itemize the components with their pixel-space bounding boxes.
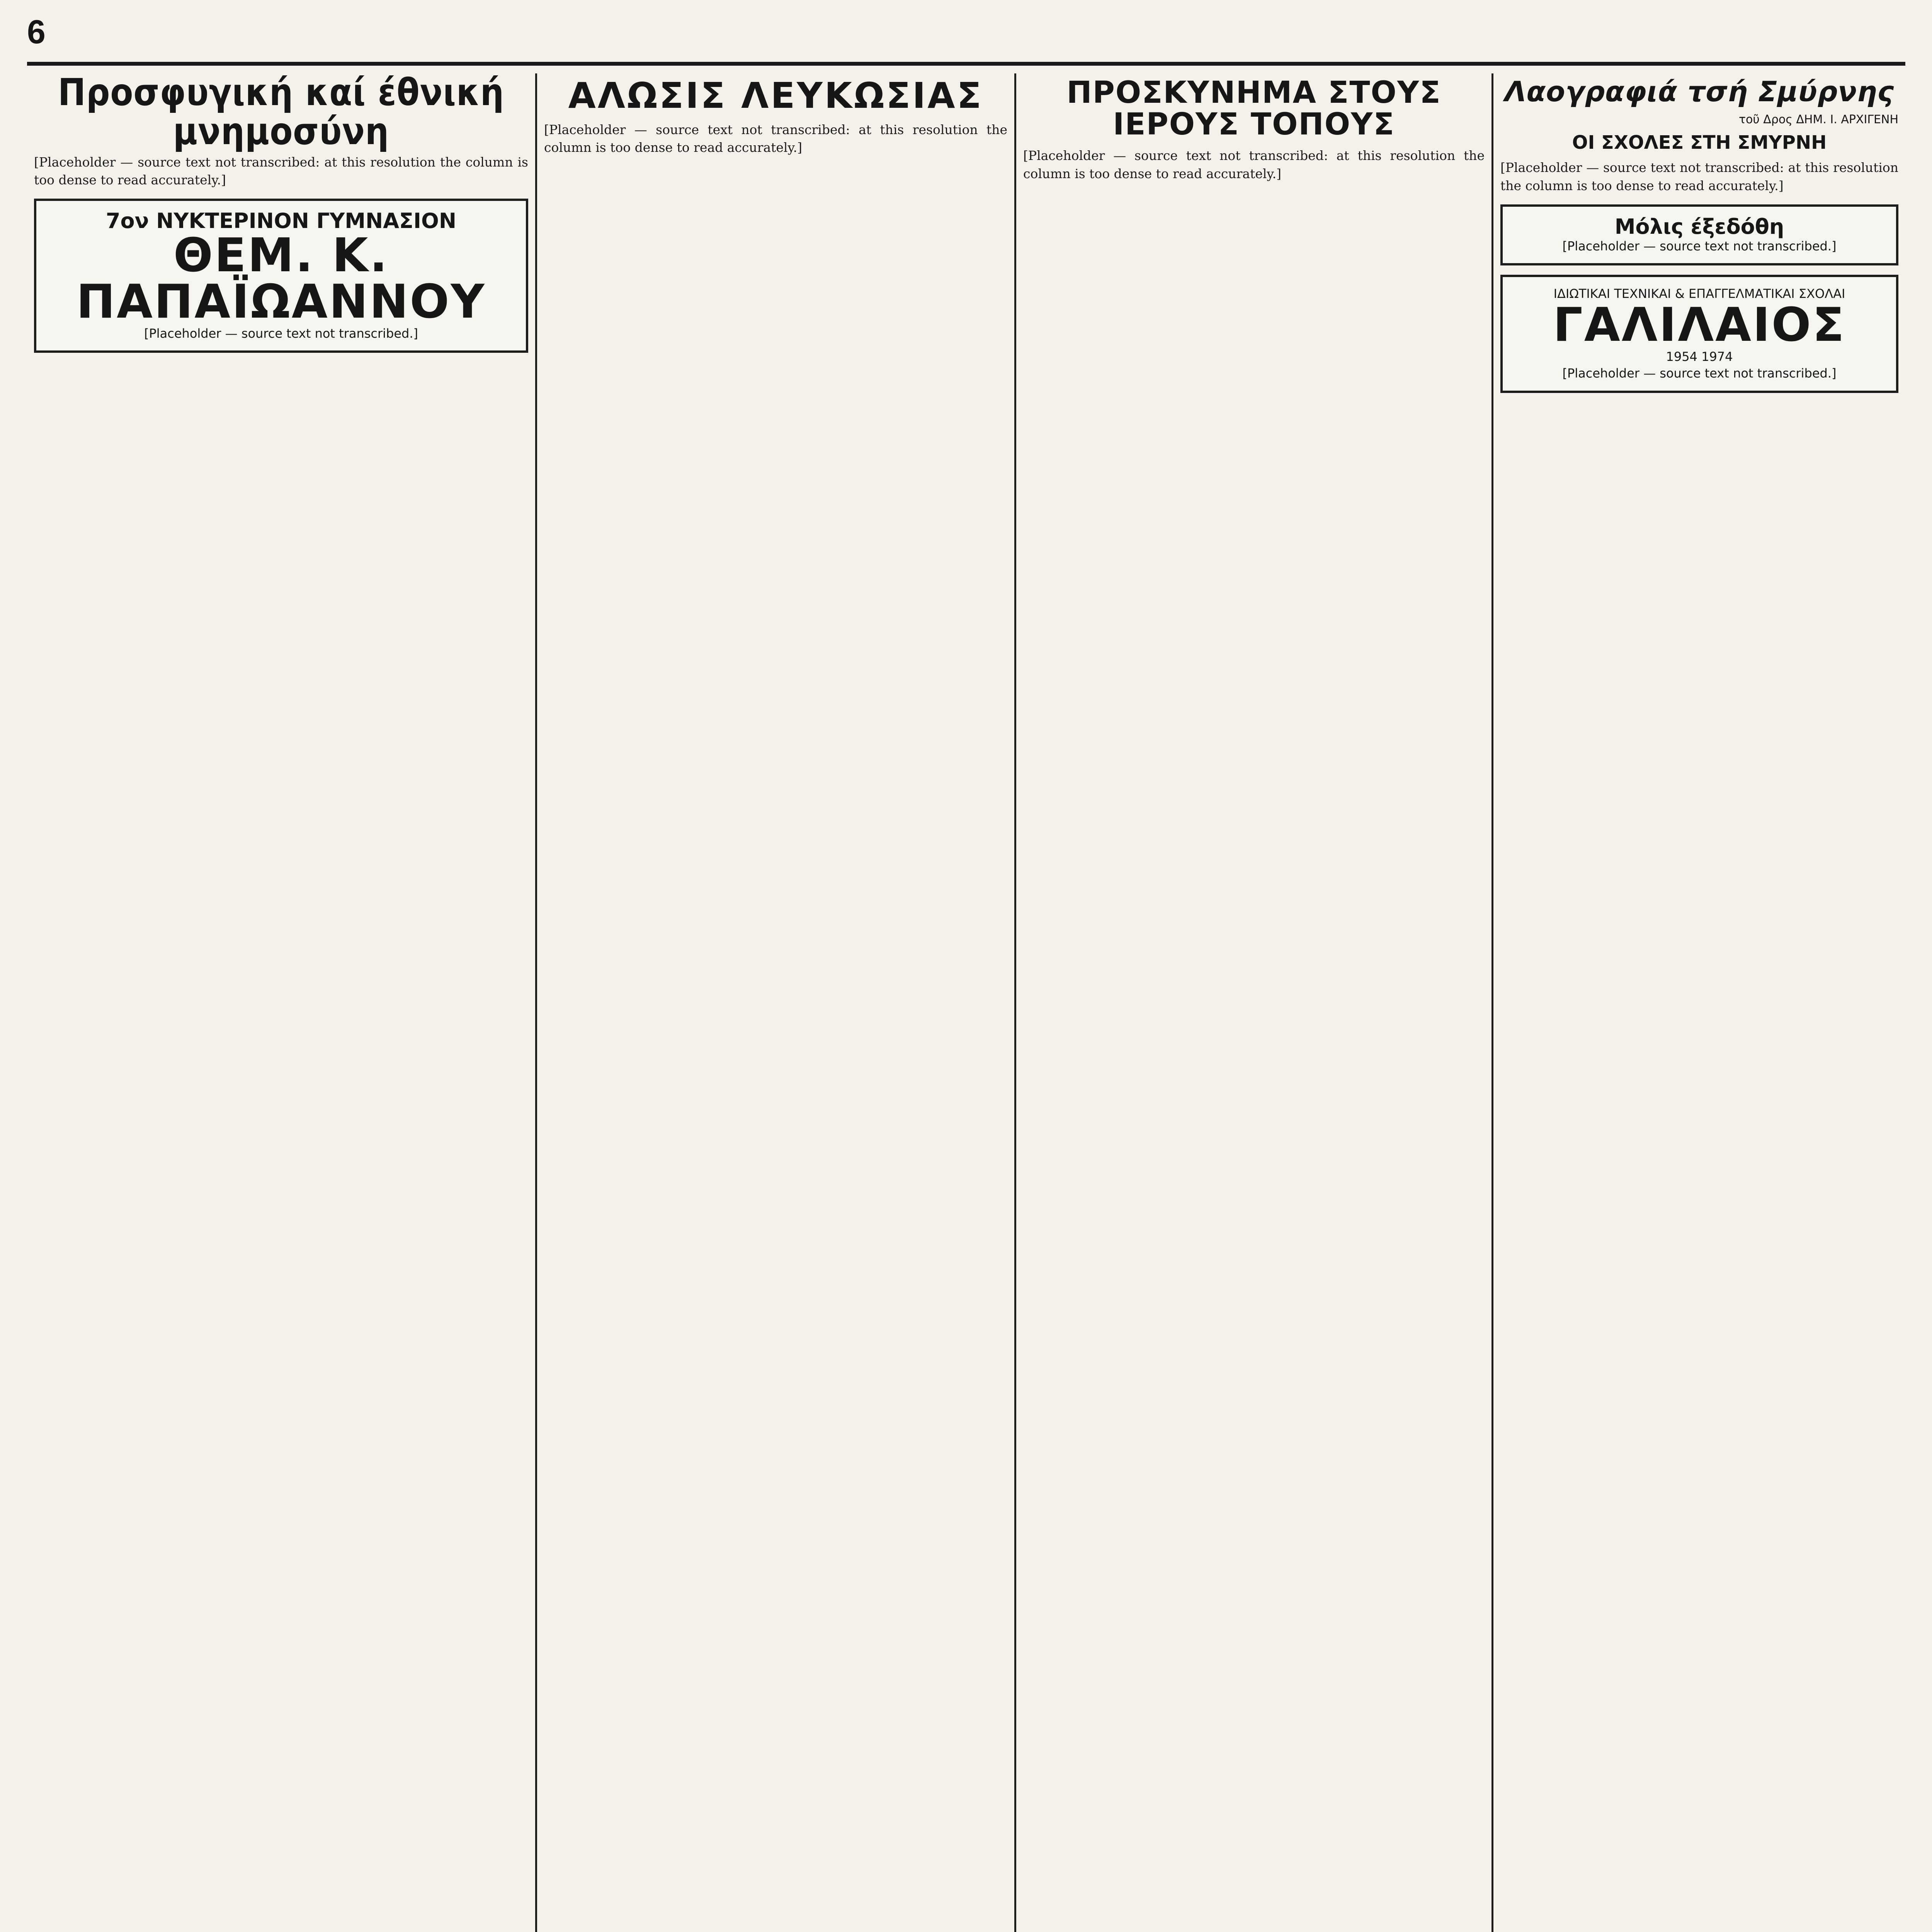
ad-title: Μόλις έξεδόθη [1614, 214, 1784, 239]
ad-details-placeholder: [Placeholder — source text not transcribed.] [1562, 366, 1837, 381]
book-ad [1500, 204, 1898, 266]
article-subhead: ΟΙ ΣΧΟΛΕΣ ΣΤΗ ΣΜΥΡΝΗ [1572, 131, 1827, 153]
ad-title: 7ον ΝΥΚΤΕΡΙΝΟΝ ΓΥΜΝΑΣΙΟΝ [105, 209, 457, 233]
column-1 [27, 73, 535, 1932]
night-school-ad [34, 199, 528, 353]
article-body-placeholder: [Placeholder — source text not transcribed: at this resolution the column is too dense to read accurately.] [1500, 160, 1898, 193]
article-title: ΠΡΟΣΚΥΝΗΜΑ ΣΤΟΥΣ ΙΕΡΟΥΣ ΤΟΠΟΥΣ [1066, 75, 1441, 142]
page-number: 6 [27, 14, 46, 51]
column-3 [1014, 73, 1492, 1932]
ad-details-placeholder: [Placeholder — source text not transcribed.] [1562, 238, 1837, 253]
column-4 [1492, 73, 1905, 1932]
article-title: Προσφυγική καί έθνική μνημοσύνη [58, 73, 505, 153]
column-2 [535, 73, 1014, 1932]
school-ad [1500, 275, 1898, 393]
ad-name: ΘΕΜ. Κ. ΠΑΠΑΪΩΑΝΝΟΥ [76, 228, 486, 329]
article-body-placeholder: [Placeholder — source text not transcribed: at this resolution the column is too dense to read accurately.] [544, 122, 1007, 155]
ad-years: 1954 1974 [1666, 349, 1733, 364]
article-title: Λαογραφιά τσή Σμύρνης [1504, 75, 1895, 108]
article-body-placeholder: [Placeholder — source text not transcribed: at this resolution the column is too dense to read accurately.] [1023, 148, 1485, 181]
ad-details-placeholder: [Placeholder — source text not transcribed.] [144, 326, 418, 341]
article-byline: τοῦ Δρος ΔΗΜ. Ι. ΑΡΧΙΓΕΝΗ [1738, 112, 1898, 126]
ad-brand: ΓΑΛΙΛΑΙΟΣ [1553, 298, 1846, 352]
article-body-placeholder: [Placeholder — source text not transcribed: at this resolution the column is too dense to read accurately.] [34, 154, 528, 188]
top-rule [27, 62, 1905, 66]
ad-title: ΙΔΙΩΤΙΚΑΙ ΤΕΧΝΙΚΑΙ & ΕΠΑΓΓΕΛΜΑΤΙΚΑΙ ΣΧΟΛΑΙ [1553, 286, 1845, 301]
article-title: ΑΛΩΣΙΣ ΛΕΥΚΩΣΙΑΣ [568, 75, 983, 116]
